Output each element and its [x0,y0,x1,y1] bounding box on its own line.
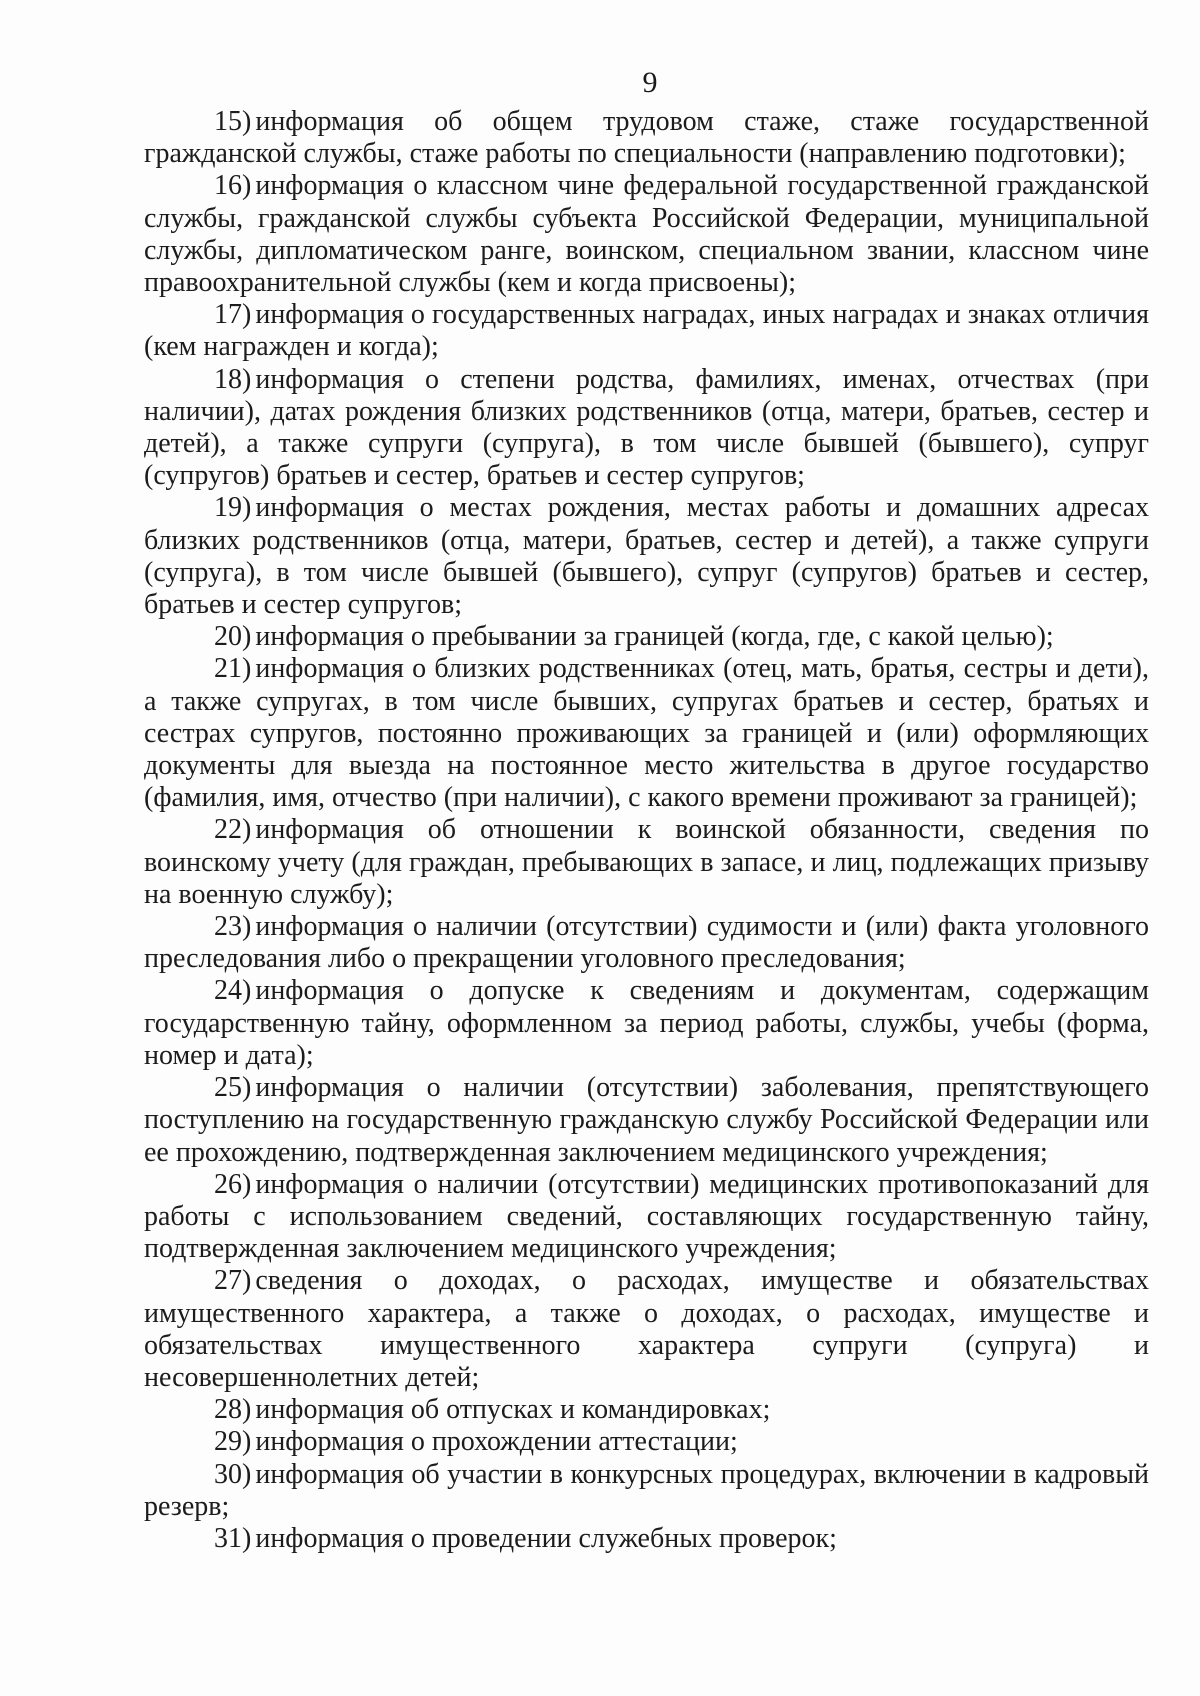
page-number: 9 [642,66,658,99]
item-number: 24) [214,975,252,1007]
item-text: информация о степени родства, фамилиях, именах, отчествах (при наличии), датах рождения близких родственников (отца, матери, братьев, сестер и детей), а также супруги (супруга), в том числе бывшей (бывшего), супруг (супругов) братьев и сестер, братьев и сестер супругов; [144,363,1149,492]
item-text: информация о прохождении аттестации; [255,1426,738,1458]
item-text: информация о допуске к сведениям и документам, содержащим государственную тайну, оформленном за период работы, службы, учебы (форма, номер и дата); [144,975,1149,1071]
item-number: 26) [214,1168,252,1200]
list-item [144,1265,1149,1394]
list-item [144,1072,1149,1169]
item-number: 15) [214,106,252,137]
item-number: 18) [214,363,252,395]
item-number: 17) [214,299,252,331]
item-number: 19) [214,492,252,524]
item-text: информация об общем трудовом стаже, стаже государственной гражданской службы, стаже работы по специальности (направлению подготовки); [144,106,1149,170]
item-number: 21) [214,653,252,685]
list-item [144,1426,1149,1458]
list-item [144,106,1149,170]
item-text: информация о местах рождения, местах работы и домашних адресах близких родственников (отца, матери, братьев, сестер и детей), а также супруги (супруга), в том числе бывшей (бывшего), супруг (супругов) братьев и сестер, братьев и сестер супругов; [144,492,1149,621]
item-text: информация о государственных наградах, иных наградах и знаках отличия (кем награжден и когда); [144,299,1149,363]
list-item [144,1459,1149,1523]
item-text: информация об отношении к воинской обязанности, сведения по воинскому учету (для граждан, пребывающих в запасе, и лиц, подлежащих призыву на военную службу); [144,814,1149,910]
document-body [144,106,1149,1555]
item-text: информация о наличии (отсутствии) заболевания, препятствующего поступлению на государственную гражданскую службу Российской Федерации или ее прохождению, подтвержденная заключением медицинского учреждения; [144,1072,1149,1168]
item-text: информация об отпусках и командировках; [255,1394,771,1426]
list-item [144,1523,1149,1555]
list-item [144,911,1149,975]
list-item [144,1169,1149,1266]
list-item [144,1394,1149,1426]
item-number: 30) [214,1458,252,1490]
item-number: 25) [214,1072,252,1104]
list-item [144,621,1149,653]
item-text: информация о наличии (отсутствии) медицинских противопоказаний для работы с использованием сведений, составляющих государственную тайну, подтвержденная заключением медицинского учреждения; [144,1168,1149,1265]
item-number: 20) [214,621,252,653]
list-item [144,975,1149,1072]
item-number: 29) [214,1426,252,1458]
item-text: сведения о доходах, о расходах, имуществе и обязательствах имущественного характера, а также о доходах, о расходах, имуществе и обязательствах имущественного характера супруги (супруга) и несовершеннолетних детей; [144,1265,1149,1393]
list-item [144,299,1149,363]
item-text: информация о классном чине федеральной государственной гражданской службы, гражданской службы субъекта Российской Федерации, муниципальной службы, дипломатическом ранге, воинском, специальном звании, классном чине правоохранительной службы (кем и когда присвоены); [144,170,1149,299]
list-item [144,492,1149,621]
item-text: информация о наличии (отсутствии) судимости и (или) факта уголовного преследования либо о прекращении уголовного преследования; [144,911,1149,975]
list-item [144,170,1149,299]
item-text: информация о близких родственниках (отец, мать, братья, сестры и дети), а также супругах, в том числе бывших, супругах братьев и сестер, братьях и сестрах супругов, постоянно проживающих за границей и (или) оформляющих документы для выезда на постоянное место жительства в другое государство (фамилия, имя, отчество (при наличии), с какого времени проживают за границей); [144,653,1149,814]
item-number: 31) [214,1522,252,1554]
item-number: 23) [214,911,252,943]
item-text: информация об участии в конкурсных процедурах, включении в кадровый резерв; [144,1458,1149,1522]
item-number: 27) [214,1265,252,1297]
item-text: информация о пребывании за границей (когда, где, с какой целью); [255,621,1054,653]
list-item [144,814,1149,911]
list-item [144,653,1149,814]
list-item [144,364,1149,493]
item-number: 16) [214,170,252,202]
item-number: 28) [214,1394,252,1426]
item-text: информация о проведении служебных проверок; [255,1522,837,1554]
item-number: 22) [214,814,252,846]
